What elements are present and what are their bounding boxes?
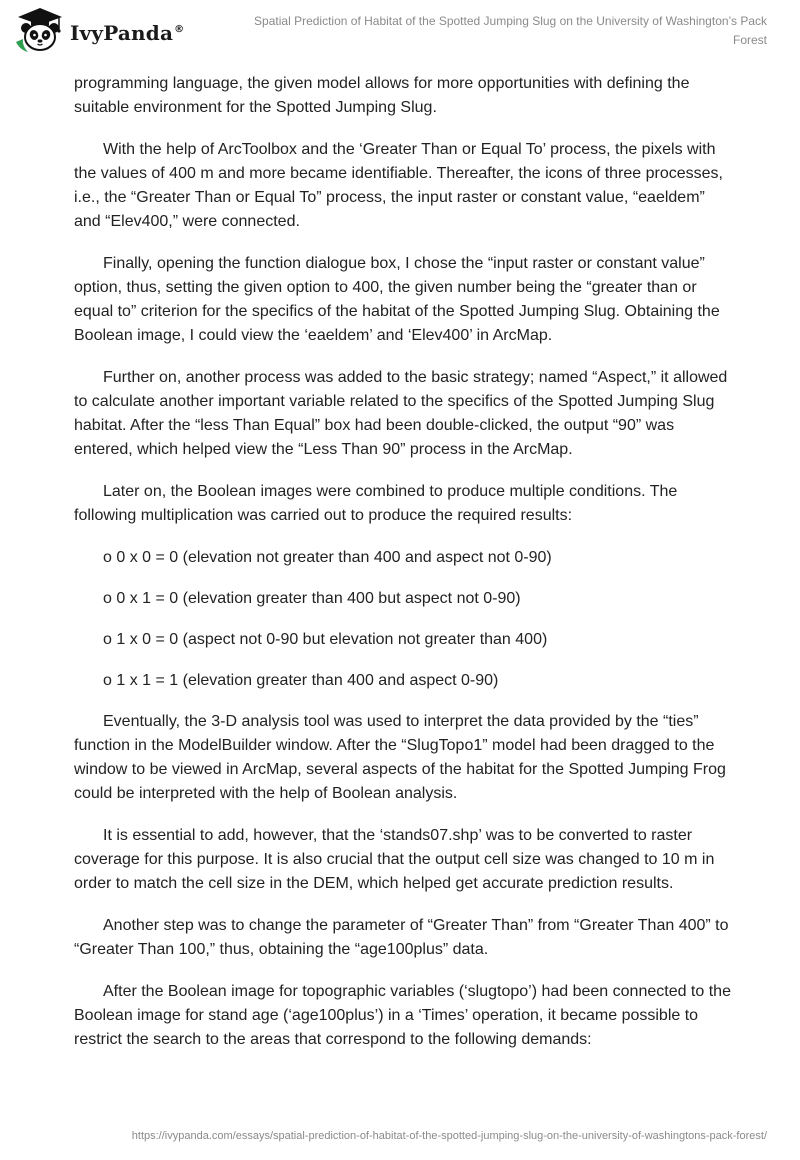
paragraph: Further on, another process was added to the basic strategy; named “Aspect,” it allowed to calculate another important variable related to the specifics of the Spotted Jumping Slug habitat. After the “less Than Equal” box had been double-clicked, the output “90” was entered, which helped view the “Less Than 90” process in the ArcMap.: [74, 369, 728, 458]
source-url-link[interactable]: https://ivypanda.com/essays/spatial-prediction-of-habitat-of-the-spotted-jumping-slug-on-the-university-of-washingtons-pack-forest/: [131, 1130, 767, 1142]
document-title: Spatial Prediction of Habitat of the Spotted Jumping Slug on the University of Washington’s Pack Forest: [254, 14, 767, 47]
paragraph: Eventually, the 3-D analysis tool was used to interpret the data provided by the “ties” function in the ModelBuilder window. After the “SlugTopo1” model had been dragged to the window to be viewed in ArcMap, several aspects of the habitat for the Spotted Jumping Frog could be interpreted with the help of Boolean analysis.: [74, 713, 726, 802]
panda-graduate-icon: [14, 6, 66, 56]
list-item: o 1 x 0 = 0 (aspect not 0-90 but elevation not greater than 400): [103, 631, 548, 648]
brand-logo[interactable]: [14, 6, 214, 56]
paragraph: Another step was to change the parameter of “Greater Than” from “Greater Than 400” to “Greater Than 100,” thus, obtaining the “age100plus” data.: [74, 917, 729, 958]
list-item: o 0 x 1 = 0 (elevation greater than 400 but aspect not 0-90): [103, 590, 521, 607]
paragraph: Later on, the Boolean images were combined to produce multiple conditions. The following multiplication was carried out to produce the required results:: [74, 483, 678, 524]
list-item: o 1 x 1 = 1 (elevation greater than 400 and aspect 0-90): [103, 672, 499, 689]
article-body: [74, 72, 734, 1070]
paragraph: After the Boolean image for topographic variables (‘slugtopo’) had been connected to the Boolean image for stand age (‘age100plus’) in a ‘Times’ operation, it became possible to restrict the search to the areas that correspond to the following demands:: [74, 983, 731, 1048]
paragraph: programming language, the given model allows for more opportunities with defining the suitable environment for the Spotted Jumping Slug.: [74, 75, 690, 116]
paragraph: Finally, opening the function dialogue box, I chose the “input raster or constant value” option, thus, setting the given option to 400, the given number being the “greater than or equal to” criterion for the specifics of the habitat of the Spotted Jumping Slug. Obtaining the Boolean image, I could view the ‘eaeldem’ and ‘Elev400’ in ArcMap.: [74, 255, 720, 344]
brand-name: IvyPanda®: [70, 21, 185, 45]
paragraph: It is essential to add, however, that the ‘stands07.shp’ was to be converted to raster coverage for this purpose. It is also crucial that the output cell size was changed to 10 m in order to match the cell size in the DEM, which helped get accurate prediction results.: [74, 827, 715, 892]
paragraph: With the help of ArcToolbox and the ‘Greater Than or Equal To’ process, the pixels with the values of 400 m and more became identifiable. Thereafter, the icons of three processes, i.e., the “Greater Than or Equal To” process, the input raster or constant value, “eaeldem” and “Elev400,” were connected.: [74, 141, 723, 230]
list-item: o 0 x 0 = 0 (elevation not greater than 400 and aspect not 0-90): [103, 549, 552, 566]
page-header: [0, 0, 800, 60]
